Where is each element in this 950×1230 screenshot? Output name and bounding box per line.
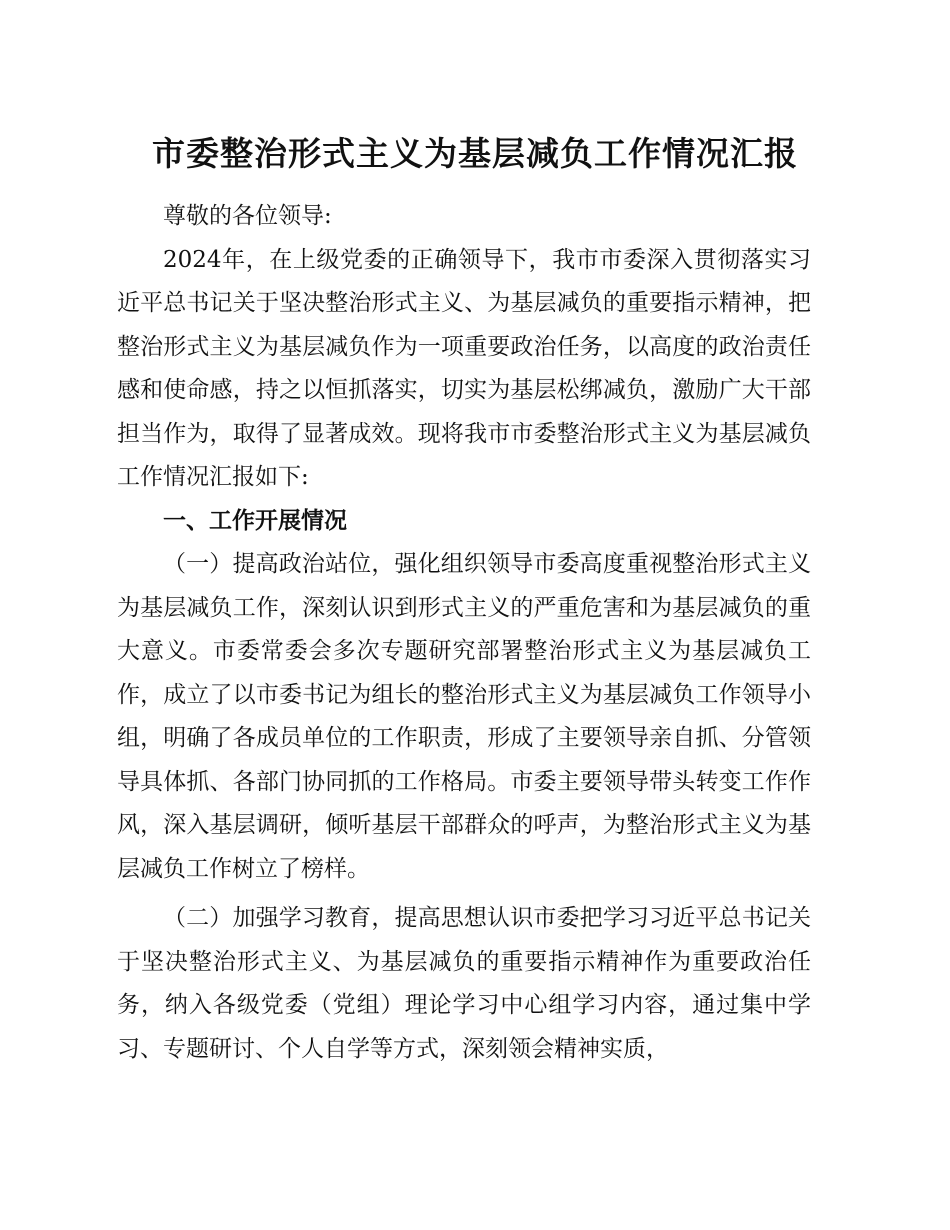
section-heading-1: 一、工作开展情况 xyxy=(163,507,347,534)
document-body xyxy=(117,195,811,1071)
document-title: 市委整治形式主义为基层减负工作情况汇报 xyxy=(152,134,798,173)
paragraph-2: （二）加强学习教育，提高思想认识市委把学习习近平总书记关于坚决整治形式主义、为基层减负的重要指示精神作为重要政治任务，纳入各级党委（党组）理论学习中心组学习内容，通过集中学习、专题研讨、个人自学等方式，深刻领会精神实质， xyxy=(117,905,811,1062)
salutation: 尊敬的各位领导: xyxy=(163,203,332,229)
intro-paragraph: 2024年，在上级党委的正确领导下，我市市委深入贯彻落实习近平总书记关于坚决整治形式主义、为基层减负的重要指示精神，把整治形式主义为基层减负作为一项重要政治任务，以高度的政治责任感和使命感，持之以恒抓落实，切实为基层松绑减负，激励广大干部担当作为，取得了显著成效。现将我市市委整治形式主义为基层减负工作情况汇报如下: xyxy=(117,246,811,490)
paragraph-1: （一）提高政治站位，强化组织领导市委高度重视整治形式主义为基层减负工作，深刻认识到形式主义的严重危害和为基层减负的重大意义。市委常委会多次专题研究部署整治形式主义为基层减负工作，成立了以市委书记为组长的整治形式主义为基层减负工作领导小组，明确了各成员单位的工作职责，形成了主要领导亲自抓、分管领导具体抓、各部门协同抓的工作格局。市委主要领导带头转变工作作风，深入基层调研，倾听基层干部群众的呼声，为整治形式主义为基层减负工作树立了榜样。 xyxy=(117,551,811,882)
